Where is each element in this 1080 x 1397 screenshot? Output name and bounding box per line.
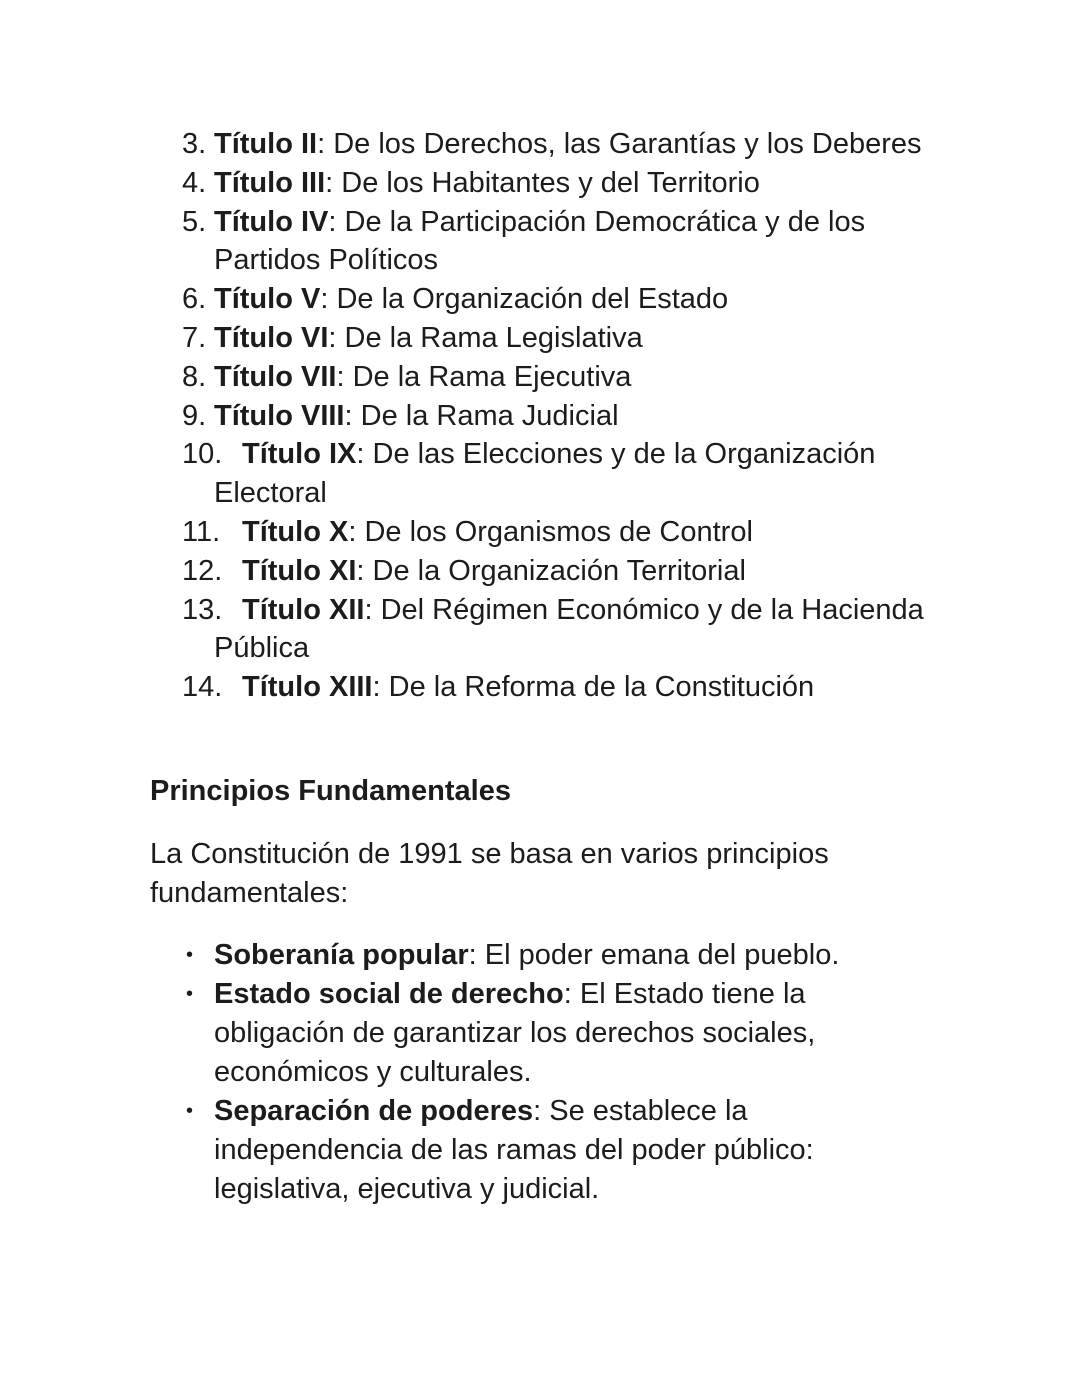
list-item: 12. Título XI: De la Organización Territorial bbox=[182, 552, 942, 591]
principle-term: Separación de poderes bbox=[214, 1095, 534, 1127]
list-number: 9. bbox=[182, 399, 207, 432]
title-description: De la Participación Democrática y de los Partidos Políticos bbox=[214, 205, 866, 277]
title-description: De la Reforma de la Constitución bbox=[388, 671, 815, 704]
list-item: 14. Título XIII: De la Reforma de la Constitución bbox=[182, 668, 942, 707]
title-label: Título X bbox=[242, 515, 349, 548]
section-intro: La Constitución de 1991 se basa en varios principios fundamentales: bbox=[150, 838, 829, 909]
list-item: 5. Título IV: De la Participación Democrática y de los Partidos Políticos bbox=[182, 203, 942, 281]
title-label: Título IV bbox=[214, 205, 329, 238]
list-item: 4. Título III: De los Habitantes y del Territorio bbox=[182, 164, 942, 203]
title-label: Título XII bbox=[242, 593, 365, 626]
list-item: 9. Título VIII: De la Rama Judicial bbox=[182, 397, 942, 436]
title-label: Título III bbox=[214, 166, 326, 199]
title-description: De la Organización Territorial bbox=[372, 554, 746, 587]
constitution-titles-list bbox=[182, 125, 942, 707]
list-number: 8. bbox=[182, 360, 207, 393]
title-label: Título XI bbox=[242, 554, 357, 587]
title-label: Título XIII bbox=[242, 671, 373, 704]
title-description: De la Rama Judicial bbox=[360, 399, 619, 432]
principle-description: Se establece la independencia de las ramas del poder público: legislativa, ejecutiva y judicial. bbox=[214, 1095, 814, 1205]
principle-description: El Estado tiene la obligación de garantizar los derechos sociales, económicos y culturales. bbox=[214, 978, 816, 1088]
list-number: 3. bbox=[182, 128, 207, 160]
list-item: 3. Título II: De los Derechos, las Garantías y los Deberes bbox=[182, 125, 942, 164]
title-description: De la Organización del Estado bbox=[336, 283, 729, 316]
list-number: 11. bbox=[182, 515, 221, 548]
list-item: 13. Título XII: Del Régimen Económico y de la Hacienda Pública bbox=[182, 591, 942, 669]
list-number: 12. bbox=[182, 554, 223, 587]
list-item: 6. Título V: De la Organización del Estado bbox=[182, 280, 942, 319]
list-item: 8. Título VII: De la Rama Ejecutiva bbox=[182, 358, 942, 397]
list-item: • Separación de poderes: Se establece la independencia de las ramas del poder público: legislativa, ejecutiva y judicial. bbox=[182, 1092, 882, 1209]
title-label: Título VII bbox=[214, 360, 337, 393]
principle-term: Estado social de derecho bbox=[214, 978, 564, 1010]
list-number: 7. bbox=[182, 321, 207, 354]
title-label: Título VI bbox=[214, 321, 329, 354]
title-label: Título II bbox=[214, 128, 318, 160]
list-item: 10. Título IX: De las Elecciones y de la Organización Electoral bbox=[182, 435, 942, 513]
title-description: De los Derechos, las Garantías y los Deberes bbox=[333, 128, 922, 160]
principles-list bbox=[182, 936, 882, 1209]
title-label: Título VIII bbox=[214, 399, 345, 432]
list-item: • Estado social de derecho: El Estado tiene la obligación de garantizar los derechos sociales, económicos y culturales. bbox=[182, 975, 882, 1092]
bullet-icon: • bbox=[186, 944, 194, 966]
title-description: De la Rama Legislativa bbox=[344, 321, 643, 354]
list-number: 6. bbox=[182, 283, 207, 316]
principle-term: Soberanía popular bbox=[214, 939, 469, 971]
title-label: Título IX bbox=[242, 438, 357, 471]
list-number: 5. bbox=[182, 205, 207, 238]
list-item: 7. Título VI: De la Rama Legislativa bbox=[182, 319, 942, 358]
bullet-icon: • bbox=[186, 983, 194, 1005]
list-item: 11. Título X: De los Organismos de Control bbox=[182, 513, 942, 552]
title-description: De la Rama Ejecutiva bbox=[352, 360, 632, 393]
title-description: De los Organismos de Control bbox=[364, 515, 753, 548]
bullet-icon: • bbox=[186, 1100, 194, 1122]
title-label: Título V bbox=[214, 283, 321, 316]
list-number: 10. bbox=[182, 438, 223, 471]
list-number: 13. bbox=[182, 593, 223, 626]
section-heading: Principios Fundamentales bbox=[150, 775, 511, 807]
principle-description: El poder emana del pueblo. bbox=[484, 939, 840, 971]
list-number: 4. bbox=[182, 166, 207, 199]
list-item: • Soberanía popular: El poder emana del pueblo. bbox=[182, 936, 882, 975]
title-description: De los Habitantes y del Territorio bbox=[341, 166, 760, 199]
title-description: Del Régimen Económico y de la Hacienda Pública bbox=[214, 593, 924, 665]
list-number: 14. bbox=[182, 671, 223, 704]
title-description: De las Elecciones y de la Organización Electoral bbox=[214, 438, 876, 510]
